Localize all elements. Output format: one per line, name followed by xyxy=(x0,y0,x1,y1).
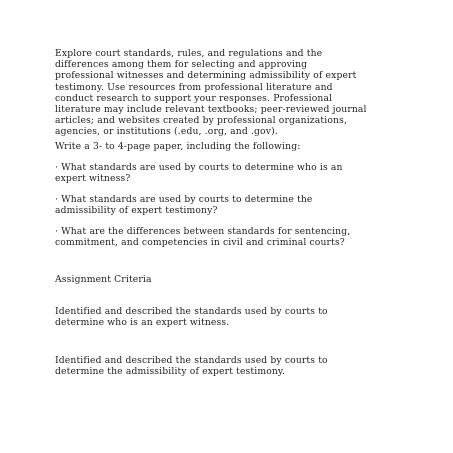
question-item: · What standards are used by courts to determine the admissibility of expert testimony? xyxy=(55,194,313,217)
write-instruction: Write a 3- to 4-page paper, including the following: xyxy=(55,141,301,152)
criteria-item: Identified and described the standards used by courts to determine the admissibility of expert testimony. xyxy=(55,355,328,378)
criteria-item: Identified and described the standards used by courts to determine who is an expert witness. xyxy=(55,306,328,329)
criteria-heading: Assignment Criteria xyxy=(55,274,152,285)
question-item: · What standards are used by courts to determine who is an expert witness? xyxy=(55,162,343,185)
intro-paragraph: Explore court standards, rules, and regulations and the differences among them for selecting and approving professional witnesses and determining admissibility of expert testimony. Use resources from professional literature and conduct research to support your responses. Professional literature may include relevant textbooks; peer-reviewed journal articles; and websites created by professional organizations, agencies, or institutions (.edu, .org, and .gov). xyxy=(55,48,367,138)
question-item: · What are the differences between standards for sentencing, commitment, and competencies in civil and criminal courts? xyxy=(55,226,351,249)
